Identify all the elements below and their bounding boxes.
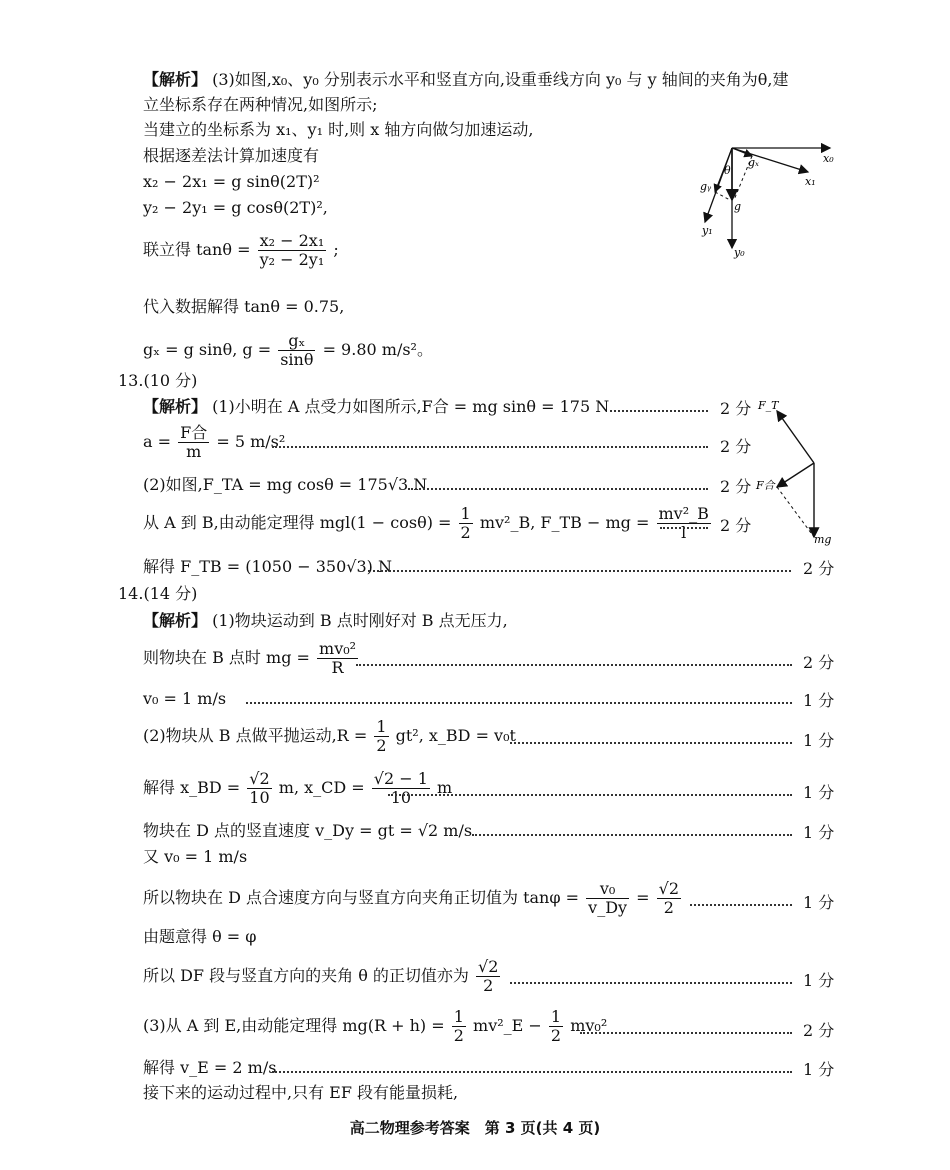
label-fhe: F合 bbox=[756, 479, 775, 492]
equation: x₂ − 2x₁ = g sinθ(2T)² bbox=[143, 172, 320, 191]
score: 2 分 bbox=[803, 1021, 835, 1040]
score: 1 分 bbox=[803, 783, 835, 802]
q14-line-10: 所以 DF 段与竖直方向的夹角 θ 的正切值亦为 $\frac{√2}{2}$ bbox=[143, 957, 499, 995]
q13-line-4: 从 A 到 B,由动能定理得 mgl(1 − cosθ) = $\frac{1}{2}$ mv²_B, F_TB − mg = $\frac{\text{mv²\_B}}{l}$ bbox=[143, 504, 709, 542]
q14-line-2: 则物块在 B 点时 mg = $\frac{\text{mv₀²}}{R}$ bbox=[143, 639, 357, 677]
equation: y₂ − 2y₁ = g cosθ(2T)², bbox=[143, 198, 328, 217]
question-13-head: 13.(10 分) bbox=[118, 371, 198, 390]
analysis-line: 代入数据解得 tanθ = 0.75, bbox=[143, 297, 345, 316]
question-14-head: 14.(14 分) bbox=[118, 584, 198, 603]
q13-line-1: 【解析】 (1)小明在 A 点受力如图所示,F合 = mg sinθ = 175 N bbox=[143, 397, 610, 416]
score: 2 分 bbox=[720, 437, 752, 456]
label-gy: gᵧ bbox=[700, 180, 712, 193]
q14-line-8: 所以物块在 D 点合速度方向与竖直方向夹角正切值为 tanφ = $\frac{\text{v₀}}{v\_Dy}$ = $\frac{√2}{2}$ bbox=[143, 879, 680, 917]
score: 2 分 bbox=[720, 399, 752, 418]
q14-line-1: 【解析】 (1)物块运动到 B 点时刚好对 B 点无压力, bbox=[143, 611, 508, 630]
q13-line-2: a = $\frac{\text{F合}}{m}$ = 5 m/s² bbox=[143, 423, 286, 461]
q14-line-12: 解得 v_E = 2 m/s bbox=[143, 1058, 277, 1077]
analysis-para-1: 【解析】 (3)如图,x₀、y₀ 分别表示水平和竖直方向,设重垂线方向 y₀ 与 y 轴间的夹角为θ,建 bbox=[143, 70, 789, 89]
axes-diagram bbox=[690, 140, 850, 265]
equation-tan: 联立得 tanθ = $\frac{\text{x₂ − 2x₁}}{\text{y₂ − 2y₁}}$ ; bbox=[143, 231, 339, 269]
score: 1 分 bbox=[803, 971, 835, 990]
label-g: g bbox=[734, 200, 742, 213]
score: 1 分 bbox=[803, 731, 835, 750]
score: 2 分 bbox=[803, 653, 835, 672]
analysis-tag: 【解析】 bbox=[143, 70, 208, 89]
score: 2 分 bbox=[720, 516, 752, 535]
q13-line-5: 解得 F_TB = (1050 − 350√3) N bbox=[143, 557, 392, 576]
q14-line-3: v₀ = 1 m/s bbox=[143, 689, 227, 708]
q14-line-4: (2)物块从 B 点做平抛运动,R = $\frac{1}{2}$ gt², x_BD = v₀t bbox=[143, 717, 516, 755]
label-y0: y₀ bbox=[734, 246, 745, 259]
analysis-line: 立坐标系存在两种情况,如图所示; bbox=[143, 95, 378, 114]
fraction: $\frac{\text{x₂ − 2x₁}}{\text{y₂ − 2y₁}}$ bbox=[259, 231, 325, 269]
label-mg: mg bbox=[814, 533, 832, 546]
q14-line-6: 物块在 D 点的竖直速度 v_Dy = gt = √2 m/s bbox=[143, 821, 473, 840]
q14-line-13: 接下来的运动过程中,只有 EF 段有能量损耗, bbox=[143, 1083, 459, 1102]
score: 2 分 bbox=[803, 559, 835, 578]
label-x1: x₁ bbox=[805, 175, 816, 188]
label-ft: F_T bbox=[758, 399, 779, 412]
score: 2 分 bbox=[720, 477, 752, 496]
q13-line-3: (2)如图,F_TA = mg cosθ = 175√3 N bbox=[143, 475, 428, 494]
label-y1: y₁ bbox=[702, 224, 713, 237]
fraction: $\frac{\text{gₓ}}{\sin\theta}$ bbox=[280, 331, 314, 369]
q14-line-11: (3)从 A 到 E,由动能定理得 mg(R + h) = $\frac{1}{2}$ mv²_E − $\frac{1}{2}$ mv₀² bbox=[143, 1007, 608, 1045]
q14-line-5: 解得 x_BD = $\frac{√2}{10}$ m, x_CD = $\frac{√2 - 1}{10}$ m bbox=[143, 769, 453, 807]
score: 1 分 bbox=[803, 691, 835, 710]
equation-g: gₓ = g sinθ, g = $\frac{\text{gₓ}}{\sin\theta}$ = 9.80 m/s²。 bbox=[143, 331, 433, 369]
page-footer: 高二物理参考答案 第 3 页(共 4 页) bbox=[349, 1119, 601, 1137]
label-theta: θ bbox=[724, 164, 731, 177]
q14-line-9: 由题意得 θ = φ bbox=[143, 927, 257, 946]
force-diagram bbox=[750, 395, 850, 550]
score: 1 分 bbox=[803, 893, 835, 912]
label-x0: x₀ bbox=[823, 152, 834, 165]
score: 1 分 bbox=[803, 1060, 835, 1079]
q14-line-7: 又 v₀ = 1 m/s bbox=[143, 847, 248, 866]
analysis-line: 当建立的坐标系为 x₁、y₁ 时,则 x 轴方向做匀加速运动, bbox=[143, 120, 534, 139]
score: 1 分 bbox=[803, 823, 835, 842]
label-gx: gₓ bbox=[748, 156, 759, 169]
analysis-line: 根据逐差法计算加速度有 bbox=[143, 146, 320, 165]
